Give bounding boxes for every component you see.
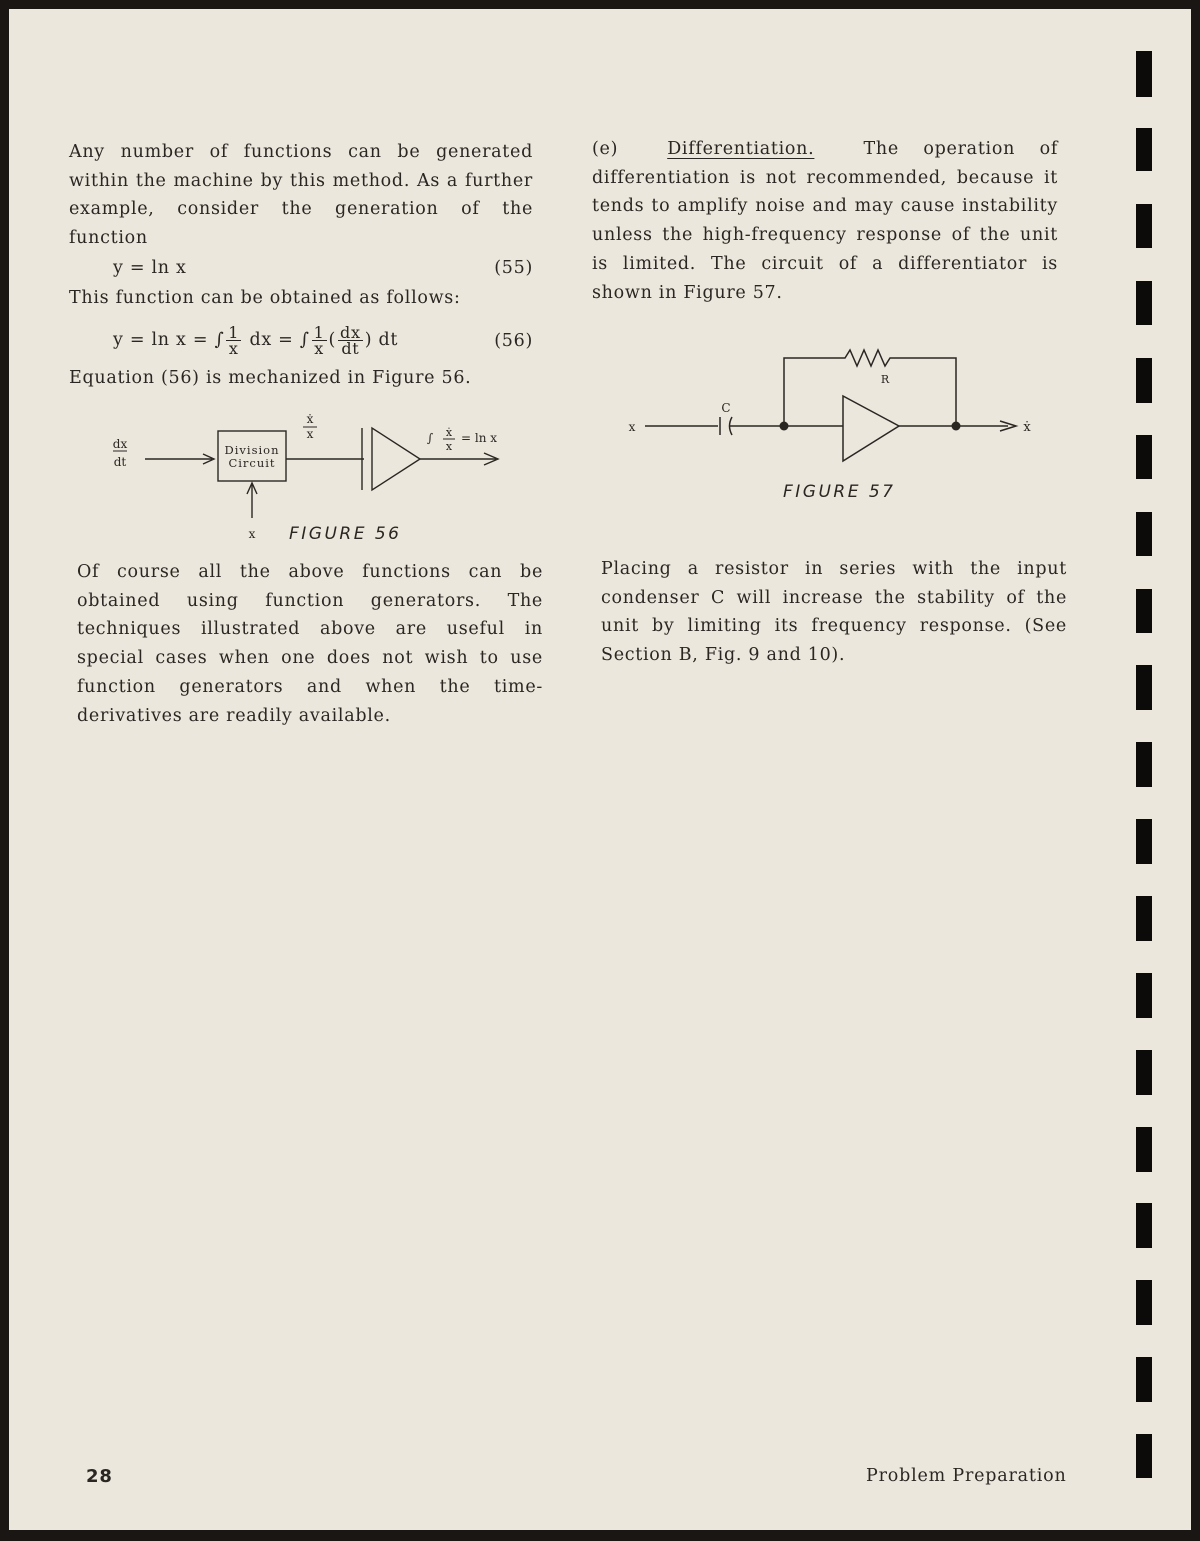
fig56-bottom-input: x	[248, 527, 256, 541]
binding-tab	[1136, 435, 1152, 479]
intro-paragraph: Any number of functions can be generated within the machine by this method. As a further example, consider the generation of the function	[69, 142, 533, 249]
binding-tab	[1136, 665, 1152, 710]
fig57-junction-right	[952, 422, 961, 431]
mechanized-paragraph: Equation (56) is mechanized in Figure 56.	[69, 367, 472, 388]
binding-tab	[1136, 1203, 1152, 1248]
figure-56-label: FIGURE 56	[289, 524, 402, 544]
right-column-lower	[601, 555, 1067, 670]
fig57-capacitor-label: C	[721, 401, 731, 415]
eq56-frac2-den: x	[314, 338, 324, 358]
fig56-block-line1: Division	[224, 443, 280, 457]
intro2-paragraph: This function can be obtained as follows:	[69, 287, 461, 308]
eq56-frac3-num: dx	[340, 322, 361, 342]
binding-tab	[1136, 589, 1152, 633]
fig56-output-num: ẋ	[445, 426, 453, 439]
footer-section-title: Problem Preparation	[866, 1466, 1067, 1486]
fig57-junction-left	[780, 422, 789, 431]
binding-tab	[1136, 1434, 1152, 1478]
eq56-part2: dx = ∫	[249, 329, 310, 350]
fig56-output-integral: ∫	[426, 431, 434, 445]
fig56-signal-den: x	[306, 427, 314, 441]
eq56-part3: dt	[378, 329, 399, 350]
fig57-resistor-label: R	[880, 373, 890, 386]
fig56-output-rhs: = ln x	[461, 431, 498, 445]
closing-paragraph: Of course all the above functions can be obtained using function generators. The techniques illustrated above are useful in special cases when one does not wish to use function generators and when the time-derivatives are readily available.	[77, 562, 543, 726]
fig57-input-label: x	[628, 420, 636, 434]
binding-tab	[1136, 973, 1152, 1018]
equation-55-number: (55)	[494, 257, 533, 278]
binding-tab	[1136, 1357, 1152, 1402]
resistor-paragraph: Placing a resistor in series with the input condenser C will increase the stability of the unit by limiting its frequency response. (See Section B, Fig. 9 and 10).	[601, 559, 1067, 666]
equation-56-number: (56)	[494, 330, 533, 351]
eq56-frac1-num: 1	[228, 322, 240, 342]
binding-tab	[1136, 1127, 1152, 1172]
page-number: 28	[86, 1466, 113, 1487]
binding-tab	[1136, 512, 1152, 556]
figure-57-label: FIGURE 57	[783, 482, 896, 502]
binding-tab	[1136, 128, 1152, 171]
eq56-part1: y = ln x = ∫	[113, 329, 225, 350]
binding-tab	[1136, 896, 1152, 941]
binding-tab	[1136, 204, 1152, 248]
eq56-frac1-den: x	[228, 338, 239, 358]
fig57-amplifier-triangle	[843, 396, 899, 461]
eq56-frac3-den: dt	[341, 338, 360, 358]
equation-56-body: y = ln x = ∫ $\frac{1}{x}$ dx = ∫ $\frac{1}{x}$ ( $\frac{dx}{dt}$ ) dt	[113, 322, 399, 358]
fig56-input-num: dx	[112, 437, 128, 451]
eq56-frac2-num: 1	[313, 322, 325, 342]
differentiation-text: The operation of differentiation is not recommended, because it tends to amplify noise and may cause instability unless the high-frequency response of the unit is limited. The circuit of a differentiator is shown in Figure 57.	[592, 139, 1058, 303]
binding-tab	[1136, 819, 1152, 864]
binding-tab	[1136, 1050, 1152, 1095]
fig56-input-den: dt	[113, 455, 127, 469]
binding-tab	[1136, 742, 1152, 787]
binding-tab	[1136, 51, 1152, 97]
equation-55-body: y = ln x	[113, 257, 187, 278]
fig56-block-line2: Circuit	[228, 456, 276, 470]
fig57-output-label: ẋ	[1023, 420, 1031, 435]
binding-tab	[1136, 358, 1152, 403]
fig57-feedback-resistor	[784, 350, 956, 426]
binding-tab	[1136, 281, 1152, 325]
section-heading: Differentiation.	[667, 139, 815, 159]
binding-tab	[1136, 1280, 1152, 1325]
section-prefix: (e)	[592, 139, 619, 159]
fig56-signal-num: ẋ	[306, 412, 314, 426]
fig56-output-den: x	[445, 440, 453, 453]
